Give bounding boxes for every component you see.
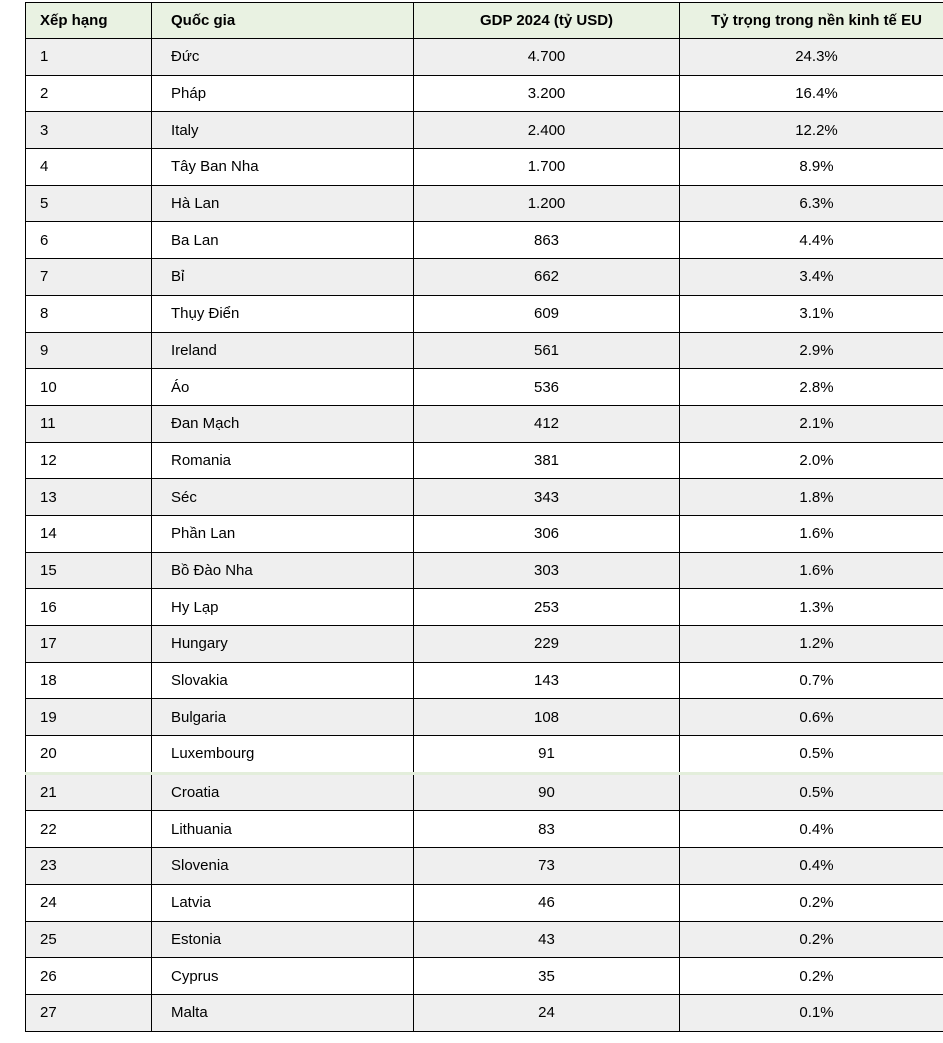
cell-gdp: 662 (414, 259, 680, 296)
cell-share: 3.4% (680, 259, 943, 296)
cell-share: 0.1% (680, 994, 943, 1031)
cell-share: 0.4% (680, 848, 943, 885)
table-row (26, 884, 943, 921)
cell-gdp: 381 (414, 442, 680, 479)
cell-rank: 14 (26, 515, 152, 552)
cell-rank: 4 (26, 149, 152, 186)
cell-share: 0.5% (680, 736, 943, 774)
cell-rank: 12 (26, 442, 152, 479)
cell-country: Croatia (152, 773, 414, 811)
cell-country: Bulgaria (152, 699, 414, 736)
cell-country: Slovakia (152, 662, 414, 699)
cell-gdp: 108 (414, 699, 680, 736)
cell-share: 0.4% (680, 811, 943, 848)
cell-gdp: 91 (414, 736, 680, 774)
cell-rank: 7 (26, 259, 152, 296)
cell-share: 16.4% (680, 75, 943, 112)
cell-rank: 22 (26, 811, 152, 848)
cell-share: 0.6% (680, 699, 943, 736)
cell-country: Ireland (152, 332, 414, 369)
cell-share: 1.6% (680, 552, 943, 589)
header-rank: Xếp hạng (26, 3, 152, 39)
cell-gdp: 3.200 (414, 75, 680, 112)
cell-share: 1.6% (680, 515, 943, 552)
cell-gdp: 561 (414, 332, 680, 369)
cell-rank: 26 (26, 958, 152, 995)
table-row (26, 589, 943, 626)
cell-rank: 3 (26, 112, 152, 149)
table-row (26, 848, 943, 885)
table-row (26, 259, 943, 296)
cell-rank: 24 (26, 884, 152, 921)
table-row (26, 626, 943, 663)
cell-share: 0.5% (680, 773, 943, 811)
cell-rank: 21 (26, 773, 152, 811)
cell-share: 3.1% (680, 295, 943, 332)
cell-gdp: 35 (414, 958, 680, 995)
cell-country: Cyprus (152, 958, 414, 995)
header-share: Tỷ trọng trong nền kinh tế EU (680, 3, 943, 39)
cell-country: Đan Mạch (152, 405, 414, 442)
cell-rank: 13 (26, 479, 152, 516)
cell-country: Pháp (152, 75, 414, 112)
cell-rank: 1 (26, 39, 152, 76)
cell-gdp: 83 (414, 811, 680, 848)
cell-country: Malta (152, 994, 414, 1031)
cell-gdp: 90 (414, 773, 680, 811)
cell-rank: 27 (26, 994, 152, 1031)
cell-gdp: 343 (414, 479, 680, 516)
cell-rank: 20 (26, 736, 152, 774)
cell-gdp: 24 (414, 994, 680, 1031)
header-gdp: GDP 2024 (tỷ USD) (414, 3, 680, 39)
cell-rank: 17 (26, 626, 152, 663)
cell-share: 0.7% (680, 662, 943, 699)
table-row (26, 295, 943, 332)
cell-share: 1.8% (680, 479, 943, 516)
table-row (26, 75, 943, 112)
cell-share: 2.8% (680, 369, 943, 406)
cell-gdp: 1.200 (414, 185, 680, 222)
cell-country: Tây Ban Nha (152, 149, 414, 186)
cell-country: Áo (152, 369, 414, 406)
table-row (26, 515, 943, 552)
cell-share: 0.2% (680, 958, 943, 995)
cell-gdp: 229 (414, 626, 680, 663)
table-row (26, 369, 943, 406)
cell-gdp: 536 (414, 369, 680, 406)
cell-share: 2.0% (680, 442, 943, 479)
header-country: Quốc gia (152, 3, 414, 39)
cell-country: Italy (152, 112, 414, 149)
cell-share: 0.2% (680, 884, 943, 921)
cell-country: Hy Lạp (152, 589, 414, 626)
cell-share: 12.2% (680, 112, 943, 149)
cell-country: Bỉ (152, 259, 414, 296)
table-row (26, 921, 943, 958)
cell-rank: 16 (26, 589, 152, 626)
cell-country: Lithuania (152, 811, 414, 848)
table-row (26, 811, 943, 848)
header-row (26, 3, 943, 39)
cell-rank: 18 (26, 662, 152, 699)
cell-share: 8.9% (680, 149, 943, 186)
cell-share: 0.2% (680, 921, 943, 958)
table-row (26, 552, 943, 589)
cell-country: Phần Lan (152, 515, 414, 552)
cell-country: Séc (152, 479, 414, 516)
cell-share: 4.4% (680, 222, 943, 259)
cell-gdp: 306 (414, 515, 680, 552)
cell-gdp: 46 (414, 884, 680, 921)
cell-rank: 8 (26, 295, 152, 332)
cell-gdp: 73 (414, 848, 680, 885)
cell-share: 1.2% (680, 626, 943, 663)
cell-country: Ba Lan (152, 222, 414, 259)
cell-rank: 25 (26, 921, 152, 958)
cell-share: 2.9% (680, 332, 943, 369)
table-row (26, 112, 943, 149)
cell-gdp: 4.700 (414, 39, 680, 76)
cell-share: 2.1% (680, 405, 943, 442)
cell-country: Luxembourg (152, 736, 414, 774)
table-row (26, 994, 943, 1031)
cell-country: Đức (152, 39, 414, 76)
cell-gdp: 863 (414, 222, 680, 259)
table-row (26, 773, 943, 811)
table-row (26, 39, 943, 76)
cell-gdp: 143 (414, 662, 680, 699)
cell-gdp: 303 (414, 552, 680, 589)
cell-country: Estonia (152, 921, 414, 958)
cell-rank: 10 (26, 369, 152, 406)
cell-gdp: 253 (414, 589, 680, 626)
cell-rank: 6 (26, 222, 152, 259)
cell-country: Bồ Đào Nha (152, 552, 414, 589)
cell-country: Hà Lan (152, 185, 414, 222)
cell-country: Hungary (152, 626, 414, 663)
table-row (26, 699, 943, 736)
cell-rank: 23 (26, 848, 152, 885)
cell-share: 1.3% (680, 589, 943, 626)
cell-gdp: 1.700 (414, 149, 680, 186)
cell-country: Slovenia (152, 848, 414, 885)
cell-share: 24.3% (680, 39, 943, 76)
table-row (26, 332, 943, 369)
cell-rank: 2 (26, 75, 152, 112)
cell-country: Latvia (152, 884, 414, 921)
cell-country: Romania (152, 442, 414, 479)
cell-country: Thụy Điển (152, 295, 414, 332)
cell-rank: 11 (26, 405, 152, 442)
table-row (26, 958, 943, 995)
table-row (26, 149, 943, 186)
cell-rank: 5 (26, 185, 152, 222)
cell-gdp: 609 (414, 295, 680, 332)
table-body (26, 39, 943, 1032)
table-row (26, 442, 943, 479)
cell-gdp: 2.400 (414, 112, 680, 149)
cell-rank: 15 (26, 552, 152, 589)
table-header (26, 3, 943, 39)
cell-rank: 19 (26, 699, 152, 736)
cell-gdp: 412 (414, 405, 680, 442)
gdp-ranking-table (25, 2, 943, 1032)
cell-rank: 9 (26, 332, 152, 369)
table-row (26, 222, 943, 259)
table-row (26, 736, 943, 774)
cell-share: 6.3% (680, 185, 943, 222)
cell-gdp: 43 (414, 921, 680, 958)
table-row (26, 405, 943, 442)
table-row (26, 479, 943, 516)
table-row (26, 662, 943, 699)
table-row (26, 185, 943, 222)
